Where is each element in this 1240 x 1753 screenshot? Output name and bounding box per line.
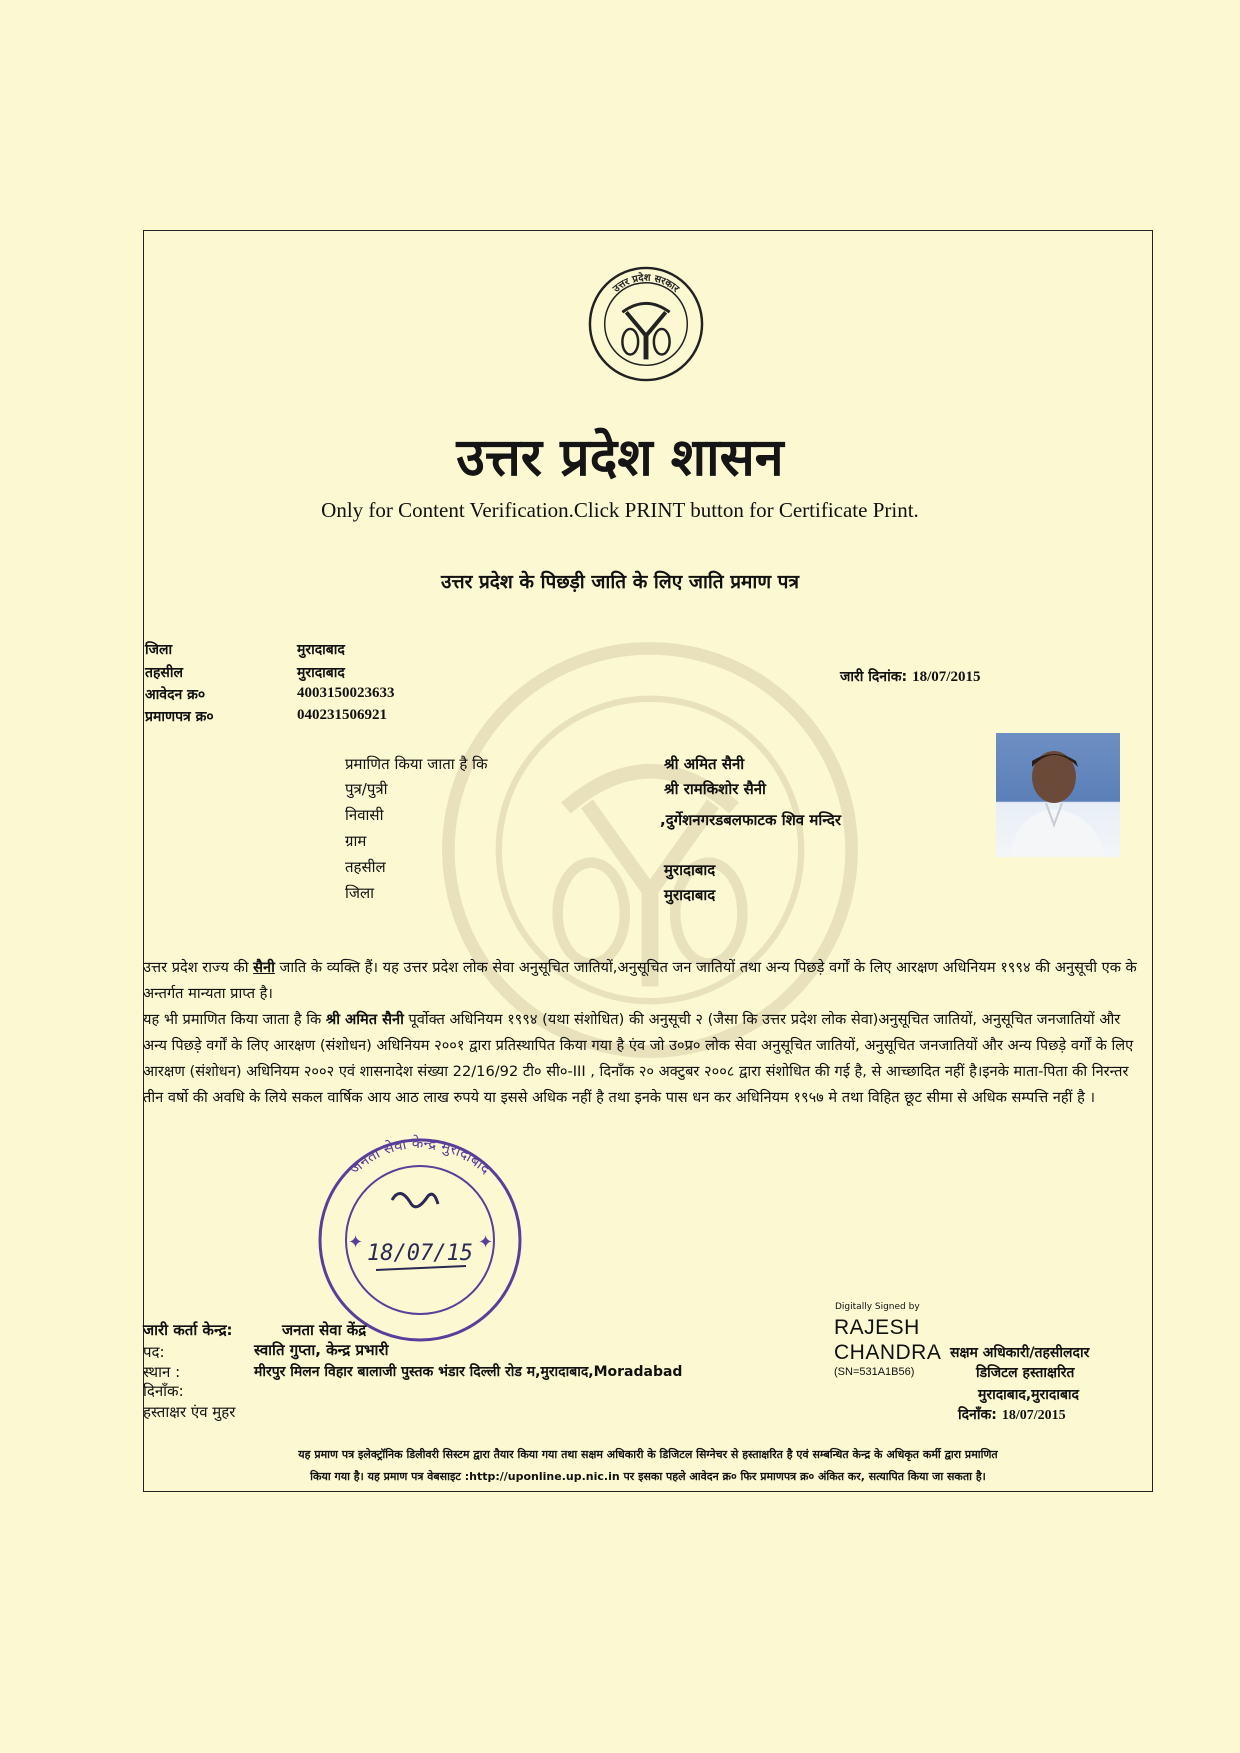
signer-last-name: CHANDRA — [834, 1341, 942, 1364]
caste-name: सैनी — [253, 959, 275, 976]
signer-serial: (SN=531A1B56) — [834, 1366, 915, 1378]
certified-label: प्रमाणित किया जाता है कि — [345, 755, 488, 773]
details-tehsil-value: मुरादाबाद — [664, 861, 716, 879]
details-district-label: जिला — [345, 884, 375, 902]
svg-text:✦: ✦ — [348, 1232, 364, 1253]
certificate-number-value: 040231506921 — [297, 707, 387, 723]
body-p2-text-b: पूर्वोक्त अधिनियम १९९४ (यथा संशोधित) की अनुसूची २ (जैसा कि उत्तर प्रदेश लोक सेवा)अनुसूचित जातियों, अनुसूचित जनजातियों और अन्य पिछड़े वर्गों के लिए आरक्षण (संशोधन) अधिनियम २००१ द्वारा प्रतिस्थापित किया गया है एंव जो उ०प्र० लोक सेवा अनुसूचित जातियों, अनुसूचित जनजातियों और अन्य पिछड़े वर्गों के लिए आरक्षण (संशोधन) अधिनियम २००२ एवं शासनादेश संख्या 22/16/92 टी० सी०-III , दिनाँक २० अक्टुबर २००८ द्वारा संशोधित की गई है, से आच्छादित नहीं है।इनके माता-पिता की निरन्तर तीन वर्षो की अवधि के लिये सकल वार्षिक आय आठ लाख रुपये या इससे अधिक नहीं है तथा इनके पास धन कर अधिनियम १९५७ मे तथा विहित छूट सीमा से अधिक सम्पत्ति नहीं है । — [143, 1011, 1134, 1106]
body-paragraph-1 — [143, 955, 1143, 1007]
svg-text:उत्तर प्रदेश सरकार: उत्तर प्रदेश सरकार — [611, 272, 681, 295]
body-p1-text-a: उत्तर प्रदेश राज्य की — [143, 959, 254, 976]
place-label: स्थान : — [143, 1363, 181, 1381]
village-label: ग्राम — [345, 832, 367, 850]
body-p1-text-b: जाति के व्यक्ति हैं। यह उत्तर प्रदेश लोक सेवा अनुसूचित जातियों,अनुसूचित जन जातियों तथा अन्य पिछड़े वर्गों के लिए आरक्षण अधिनियम १९९४ की अनुसूची एक के अन्तर्गत मान्यता प्राप्त है। — [143, 959, 1137, 1002]
digital-signature-caption: Digitally Signed by — [835, 1302, 920, 1312]
applicant-portrait-icon — [996, 733, 1120, 857]
details-district-value: मुरादाबाद — [664, 886, 716, 904]
district-label: जिला — [145, 642, 173, 658]
parent-label: पुत्र/पुत्री — [345, 780, 388, 798]
resident-value: ,दुर्गेशनगरडबलफाटक शिव मन्दिर — [660, 811, 841, 829]
footer-line-2: किया गया है। यह प्रमाण पत्र वेबसाइट :http://uponline.up.nic.in पर इसका पहले आवेदन क्र० फिर प्रमाणपत्र क्र० अंकित कर, सत्यापित किया जा सकता है। — [310, 1470, 986, 1483]
issuer-date-label: दिनाँक: — [143, 1382, 184, 1400]
application-number-value: 4003150023633 — [297, 685, 395, 701]
body-applicant-name: श्री अमित सैनी — [325, 1011, 404, 1028]
issuing-center-label: जारी कर्ता केन्द्र: — [143, 1321, 233, 1339]
issuing-center-value: जनता सेवा केंद्र — [282, 1321, 367, 1339]
post-label: पद: — [143, 1343, 165, 1361]
details-tehsil-label: तहसील — [345, 858, 386, 876]
signer-first-name: RAJESH — [834, 1316, 920, 1339]
up-government-emblem-icon — [587, 265, 705, 383]
application-number-label: आवेदन क्र० — [145, 687, 206, 703]
office-stamp-seal-icon — [310, 1130, 530, 1350]
parent-name-value: श्री रामकिशोर सैनी — [664, 780, 766, 798]
certificate-body — [143, 955, 1143, 1111]
signature-date-value: 18/07/2015 — [1001, 1408, 1066, 1423]
issue-date-value: 18/07/2015 — [912, 669, 981, 685]
digitally-signed-label: डिजिटल हस्ताक्षरित — [976, 1365, 1075, 1381]
district-value: मुरादाबाद — [297, 642, 345, 658]
issue-date-label: जारी दिनांक: — [840, 669, 908, 685]
post-value: स्वाति गुप्ता, केन्द्र प्रभारी — [254, 1341, 389, 1359]
tehsil-label: तहसील — [145, 665, 183, 681]
signature-date — [958, 1404, 1066, 1424]
body-paragraph-2 — [143, 1007, 1143, 1111]
signature-seal-label: हस्ताक्षर एंव मुहर — [143, 1403, 236, 1421]
svg-text:✦: ✦ — [478, 1232, 494, 1253]
footer-note — [143, 1444, 1153, 1488]
resident-label: निवासी — [345, 806, 384, 824]
signer-location: मुरादाबाद,मुरादाबाद — [978, 1387, 1079, 1403]
footer-line-1: यह प्रमाण पत्र इलेक्ट्रॉनिक डिलीवरी सिस्टम द्वारा तैयार किया गया तथा सक्षम अधिकारी के डिजिटल सिग्नेचर से हस्ताक्षरित है एवं सम्बन्धित केन्द्र के अधिकृत कर्मी द्वारा प्रमाणित — [298, 1448, 998, 1461]
applicant-photo — [996, 733, 1120, 857]
certificate-number-label: प्रमाणपत्र क्र० — [145, 709, 214, 725]
certified-name-value: श्री अमित सैनी — [664, 755, 745, 773]
seal-handwritten-date: 18/07/15 — [367, 1241, 473, 1266]
issue-date — [840, 666, 980, 686]
verification-notice: Only for Content Verification.Click PRINT button for Certificate Print. — [321, 498, 919, 522]
place-value: मीरपुर मिलन विहार बालाजी पुस्तक भंडार दिल्ली रोड म,मुरादाबाद,Moradabad — [254, 1364, 683, 1380]
certificate-title: उत्तर प्रदेश के पिछड़ी जाति के लिए जाति प्रमाण पत्र — [441, 571, 799, 593]
signature-date-label: दिनाँक: — [958, 1407, 997, 1423]
body-p2-text-a: यह भी प्रमाणित किया जाता है कि — [143, 1011, 326, 1028]
tehsil-value: मुरादाबाद — [297, 665, 345, 681]
svg-text:जनता सेवा केन्द्र मुरादाबाद: जनता सेवा केन्द्र मुरादाबाद — [345, 1133, 495, 1178]
government-title: उत्तर प्रदेश शासन — [456, 428, 784, 488]
signer-role: सक्षम अधिकारी/तहसीलदार — [950, 1345, 1090, 1361]
